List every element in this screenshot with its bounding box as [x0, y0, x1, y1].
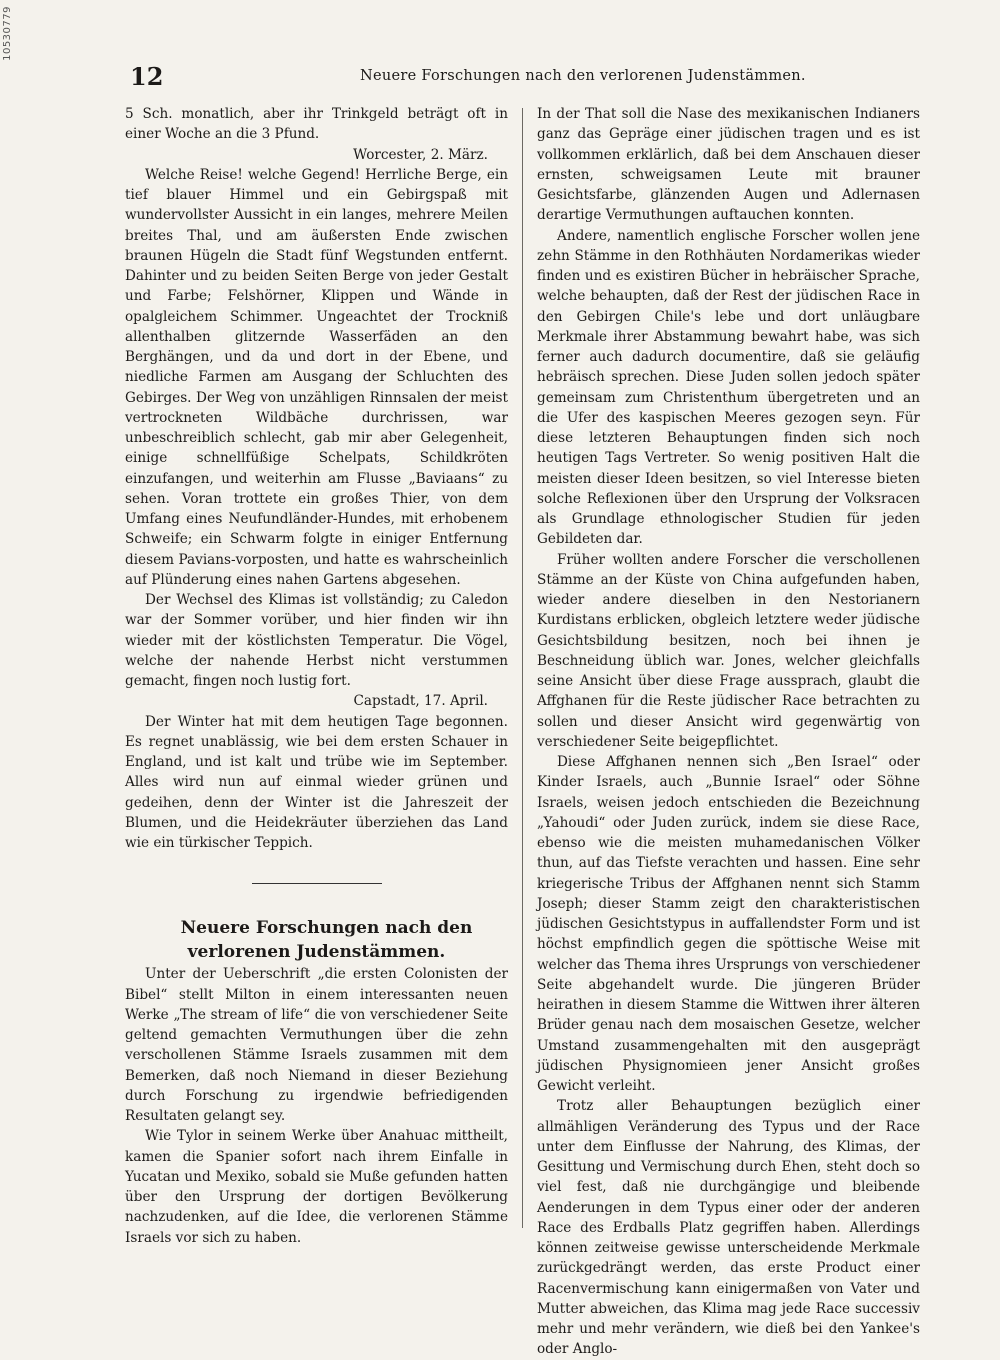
paragraph: Der Winter hat mit dem heutigen Tage begonnen. Es regnet unablässig, wie bei dem ersten Schauer in England, und ist kalt und trübe wie im September. Alles wird nun auf einmal wieder grünen und gedeihen, denn der Winter ist die Jahreszeit der Blumen, und die Heidekräuter überziehen das Land wie ein türkischer Teppich. — [125, 713, 508, 851]
scan-id-label: 10530779 — [2, 6, 13, 61]
paragraph: Diese Affghanen nennen sich „Ben Israel“ oder Kinder Israels, auch „Bunnie Israel“ oder Söhne Israels, weisen jedoch entschieden die Bezeichnung „Yahoudi“ oder Juden zurück, indem sie diese Race, ebenso wie die meisten muhamedanischen Völker thun, auf das Tiefste verachten und hassen. Eine sehr kriegerische Tribus der Affghanen nennt sich Stamm Joseph; dieser Stamm zeigt den charakteristischen jüdischen Gesichtstypus in auffallendster Form und ist höchst empfindlich gegen die spöttische Weise mit welcher das Thema ihres Ursprungs von verschiedener Seite abgehandelt wurde. Die jüngeren Brüder heirathen in diesem Stamme die Wittwen ihrer älteren Brüder genau nach dem mosaischen Gesetze, welcher Umstand zusammengehalten mit den ausgeprägt jüdischen Physignomieen jener Ansicht großes Gewicht verleiht. — [537, 754, 920, 1094]
paragraph: Unter der Ueberschrift „die ersten Colonisten der Bibel“ stellt Milton in einem interessanten neuen Werke „The stream of life“ die von verschiedener Seite geltend gemachten Vermuthungen über die zehn verschollenen Stämme Israels zusammen mit dem Bemerken, daß noch Niemand in dieser Beziehung durch Forschung zu irgendwie befriedigenden Resultaten gelangt sey. — [125, 966, 508, 1124]
paragraph: In der That soll die Nase des mexikanischen Indianers ganz das Gepräge einer jüdischen tragen und es ist vollkommen erklärlich, daß bei dem Anschauen dieser ernsten, schweigsamen Leute mit brauner Gesichtsfarbe, glänzenden Augen und Adlernasen derartige Vermuthungen auftauchen konnten. — [537, 106, 920, 224]
page-header — [130, 62, 920, 92]
paragraph: Welche Reise! welche Gegend! Herrliche Berge, ein tief blauer Himmel und ein Gebirgspaß mit wundervollster Aussicht in ein langes, mehrere Meilen breites Thal, und am äußersten Ende zwischen braunen Hügeln die Stadt fünf Wegstunden entfernt. Dahinter und zu beiden Seiten Berge von jeder Gestalt und Farbe; Felshörner, Klippen und Wände in opalgleichem Schimmer. Ungeachtet der Trockniß allenthalben glitzernde Wasserfäden an den Berghängen, und da und dort in der Ebene, und niedliche Farmen am Ausgang der Schluchten des Gebirges. Der Weg von unzähligen Rinnsalen der meist vertrockneten Wildbäche durchrissen, war unbeschreiblich schlecht, gab mir aber Gelegenheit, einige schnellfüßige Schelpats, Schildkröten einzufangen, und weiterhin am Flusse „Baviaans“ zu sehen. Voran trottete ein großes Thier, von dem Umfang eines Neufundländer-Hundes, mit erhobenem Schweife; ein Schwarm folgte in einiger Entfernung diesem Pavians-vorposten, und hatte es wahrscheinlich auf Plünderung eines nahen Gartens abgesehen. — [125, 166, 508, 588]
dateline-worcester: Worcester, 2. März. — [353, 146, 488, 163]
paragraph: Früher wollten andere Forscher die verschollenen Stämme an der Küste von China aufgefunden haben, wieder andere dieselben in den Nestorianern Kurdistans erblicken, obgleich letztere weder jüdische Gesichtsbildung besitzen, noch bei ihnen je Beschneidung üblich war. Jones, welcher gleichfalls seine Ansicht über diese Frage aussprach, glaubt die Affghanen für die Reste jüdischer Race betrachten zu sollen und dieser Ansicht wird gegenwärtig von verschiedener Seite beigepflichtet. — [537, 551, 920, 750]
section-title: Neuere Forschungen nach den verlorenen Judenstämmen. — [180, 918, 473, 963]
page-number: 12 — [130, 62, 164, 91]
right-column — [537, 104, 920, 1358]
paragraph: Wie Tylor in seinem Werke über Anahuac mittheilt, kamen die Spanier sofort nach ihrem Einfalle in Yucatan und Mexiko, sobald sie Muße gefunden hatten über den Ursprung der dortigen Bevölkerung nachzudenken, auf die Idee, die verlorenen Stämme Israels vor sich zu haben. — [125, 1128, 508, 1246]
dateline-capstadt: Capstadt, 17. April. — [353, 693, 488, 710]
paragraph: 5 Sch. monatlich, aber ihr Trinkgeld beträgt oft in einer Woche an die 3 Pfund. — [125, 106, 508, 143]
paragraph: Trotz aller Behauptungen bezüglich einer allmähligen Veränderung des Typus und der Race unter dem Einflusse der Nahrung, des Klimas, der Gesittung und Vermischung durch Ehen, steht doch so viel fest, daß nie durchgängige und bleibende Aenderungen in dem Typus einer oder der anderen Race des Erdballs Platz gegriffen haben. Allerdings können zeitweise gewisse unterscheidende Merkmale zurückgedrängt werden, das erste Product einer Racenvermischung kann einigermaßen von Vater und Mutter abweichen, das Klima mag jede Race successiv mehr und mehr verändern, wie dieß bei den Yankee's oder Anglo- — [537, 1098, 920, 1358]
paragraph: Der Wechsel des Klimas ist vollständig; zu Caledon war der Sommer vorüber, und hier finden wir ihn wieder mit der köstlichsten Temperatur. Die Vögel, welche der nahende Herbst nicht verstummen gemacht, fingen noch lustig fort. — [125, 592, 508, 689]
column-divider — [522, 108, 523, 1228]
running-title: Neuere Forschungen nach den verlorenen Judenstämmen. — [360, 68, 806, 84]
paragraph: Andere, namentlich englische Forscher wollen jene zehn Stämme in den Rothhäuten Nordamerikas wieder finden und es existiren Bücher in hebräischer Sprache, welche behaupten, daß der Rest der jüdischen Race in den Gebirgen Chile's lebe und dort unläugbare Merkmale ihrer Abstammung bewahrt habe, was sich ferner auch dadurch documentire, daß sie geläufig hebräisch sprechen. Diese Juden sollen jedoch später gemeinsam zum Christenthum übergetreten und an die Ufer des kaspischen Meeres gezogen seyn. Für diese letzteren Behauptungen finden sich noch heutigen Tags Vertreter. So wenig positiven Halt die meisten dieser Ideen besitzen, so viel Interesse bieten solche Reflexionen über den Ursprung der Volksracen als Grundlage ethnologischer Studien für jeden Gebildeten dar. — [537, 227, 920, 548]
section-separator — [252, 883, 382, 884]
left-column — [125, 104, 508, 1246]
